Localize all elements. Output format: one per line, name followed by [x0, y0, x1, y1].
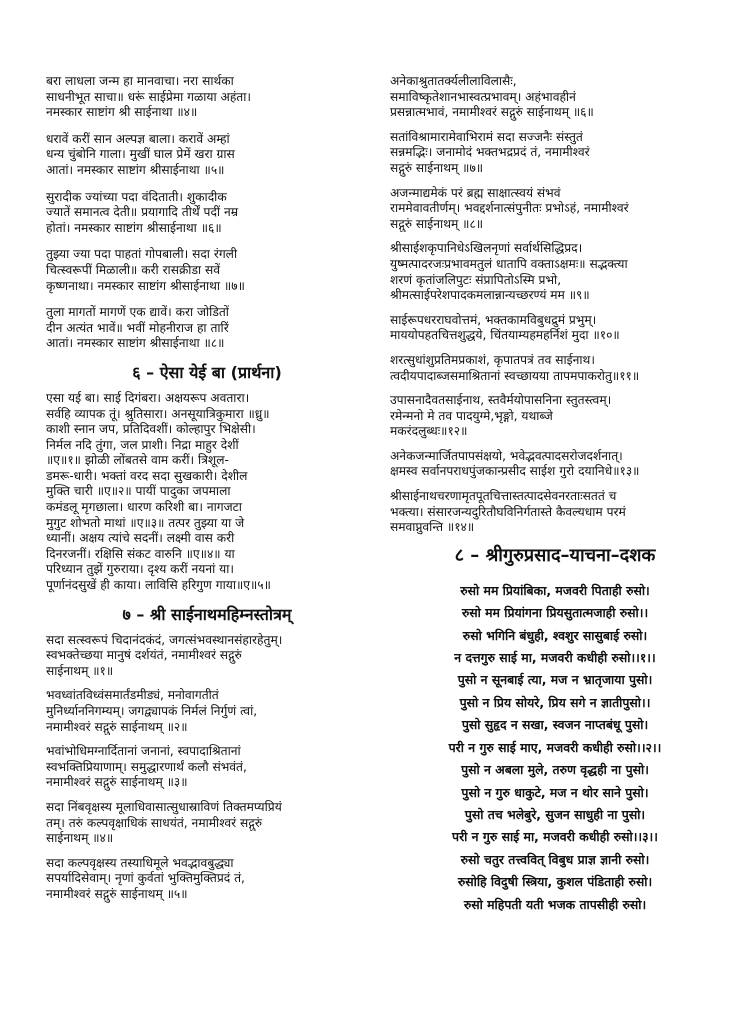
verse-line: ज्यातें समानत्व देती॥ प्रयागादि तीर्थें पदीं नम्र	[46, 205, 239, 220]
verse-line: धरावें करीं सान अल्पज्ञ बाला। करावें अम्हां	[46, 131, 230, 146]
stotra-verse-7	[390, 130, 720, 177]
verse-line: मुनिर्ध्याननिगम्यम्। जगद्व्यापकं निर्मलं निर्गुणं त्वां,	[46, 704, 258, 718]
stotra-verse-13	[390, 449, 720, 480]
dashak-line: पुसो न अबला मुले, तरुण वृद्धही ना पुसो।	[461, 762, 649, 778]
dashak-line: परी न गुरु साई मा, मजवरी कधीही रुसो।।३।।	[452, 829, 658, 845]
stotra-verse-8	[390, 186, 720, 233]
verse-line: शरणं कृतांजलिपुटः संप्रापितोऽस्मि प्रभो,	[390, 272, 562, 287]
prayer-line: काशी स्नान जप, प्रतिदिवशीं। कोल्हापुर भिक्षेसी।	[46, 422, 256, 437]
verse-line: दीन अत्यंत भावें॥ भवीं मोहनीराज हा तारिं	[46, 320, 229, 335]
dashak-line: रुसो मम प्रियांबिका, मजवरी पिताही रुसो।	[460, 582, 650, 598]
stotra-verse-11	[390, 353, 720, 384]
prayer-line: मुक्ति चारी ॥ए॥२॥ पायीं पादुका जपमाला	[46, 484, 231, 499]
verse-line: सदा कल्पवृक्षस्य तस्याधिमूले भवद्भावबुद्ध्या	[46, 855, 234, 870]
dashak-line: रुसो चतुर तत्त्ववित् विबुध प्राज्ञ ज्ञानी रुसो।	[460, 851, 650, 867]
dashak-line: पुसो सुहृद न सखा, स्वजन नाप्तबंधू पुसो।	[461, 717, 649, 733]
verse-line: समाविष्कृतेशानभास्वत्प्रभावम्। अहंभावहीनं	[390, 89, 576, 104]
verse-line: साईनाथम् ॥४॥	[46, 831, 114, 846]
stotra-verse-1	[46, 633, 368, 680]
intro-stanza-3	[46, 190, 368, 237]
stotra-verse-10	[390, 313, 720, 344]
verse-line: अनेकजन्मार्जितपापसंक्षयो, भवेद्भवत्पादसरोजदर्शनात्।	[390, 448, 623, 463]
intro-stanza-1	[46, 74, 368, 121]
verse-line: सतांविश्रामारामेवाभिरामं सदा सज्जनैः संस्तुतं	[390, 129, 583, 144]
prayer-line: परिध्यान तुझें गुरुराया। दृश्य करीं नयनां या।	[46, 562, 234, 577]
verse-line: चित्स्वरूपीं मिळाली॥ करी रासक्रीडा सवें	[46, 262, 221, 277]
verse-line: भवध्वांतविध्वंसमार्तंडमीड्यं, मनोवागतीतं	[46, 688, 219, 703]
stotra-verse-12	[390, 393, 720, 440]
verse-line: सदा निंबवृक्षस्य मूलाधिवासात्सुधास्राविणं तिक्तमप्यप्रियं	[46, 799, 282, 814]
dashak-line: पुसो न प्रिय सोयरे, प्रिय सगे न ज्ञातीपुसो।।	[459, 694, 651, 710]
prayer-line: एसा यई बा। साई दिगंबरा। अक्षयरूप अवतारा।	[46, 390, 250, 405]
prayer-heading: ६ – ऐसा येई बा (प्रार्थना)	[132, 362, 282, 382]
verse-line: स्वभक्तिप्रियाणाम्। समुद्धारणार्थं कलौ संभवंतं,	[46, 759, 247, 774]
verse-line: समवाप्नुवन्ति ॥१४॥	[390, 520, 475, 535]
verse-line: अनेकाश्रुतातर्क्यलीलाविलासैः,	[390, 74, 517, 88]
verse-line: सदा सत्स्वरूपं चिदानंदकंदं, जगत्संभवस्थानसंहारहेतुम्।	[46, 632, 283, 647]
dashak-list	[390, 580, 720, 916]
stotra-verse-3	[46, 744, 368, 791]
verse-line: साधनीभूत साचा॥ धरूं साईप्रेमा गळाया अहंता।	[46, 89, 252, 104]
verse-line: श्रीसाईशकृपानिधेऽखिलनृणां सर्वार्थसिद्धिप्रद।	[390, 241, 583, 256]
verse-line: रमेन्मनो मे तव पादयुग्मे,भृङ्गो, यथाब्जे	[390, 408, 553, 423]
verse-line: माययोपहतचित्तशुद्धये, चिंतयाम्यहमहर्निशं मुदा ॥१०॥	[390, 328, 620, 343]
verse-line: मकरंदलुब्धः॥१२॥	[390, 424, 468, 439]
dashak-line: रुसो महिपती यती भजक तापसीही रुसो।	[463, 896, 647, 912]
verse-line: स्वभक्तेच्छया मानुषं दर्शयंतं, नमामीश्वरं सद्गुरुं	[46, 648, 242, 663]
verse-line: राममेवावतीर्णम्। भवद्दर्शनात्संपुनीतः प्रभोऽहं, नमामीश्वरं	[390, 201, 629, 216]
verse-line: भवांभोधिमग्नार्दितानां जनानां, स्वपादाश्रितानां	[46, 744, 241, 759]
verse-line: क्षमस्व सर्वानपराधपुंजकान्प्रसीद साईश गुरो दयानिधे॥१३॥	[390, 464, 640, 479]
stotra-heading: ७ – श्री साईनाथमहिम्नस्तोत्रम्	[122, 604, 292, 624]
verse-line: तुझ्या ज्या पदा पाहतां गोपबाली। सदा रंगली	[46, 247, 238, 262]
verse-line: श्रीमत्साईपरेशपादकमलान्नान्यच्छरण्यं मम ॥९॥	[390, 288, 590, 303]
verse-line: उपासनादैवतसाईनाथ, स्तवैर्मयोपासनिना स्तुतस्त्वम्।	[390, 393, 612, 408]
verse-line: साईरूपधरराघवोत्तमं, भक्तकामविबुधद्रुमं प्रभुम्।	[390, 312, 597, 327]
prayer-line: पूर्णानंदसुखें ही काया। लाविसि हरिगुण गाया॥ए॥५॥	[46, 578, 271, 593]
verse-line: नमस्कार साष्टांग श्री साईनाथा ॥४॥	[46, 105, 198, 120]
verse-line: साईनाथम् ॥१॥	[46, 663, 114, 678]
verse-line: युष्मत्पादरजःप्रभावमतुलं धातापि वक्ताऽक्षमः॥ सद्भक्त्या	[390, 256, 628, 271]
verse-line: अजन्माद्यमेकं परं ब्रह्म साक्षात्स्वयं संभवं	[390, 185, 561, 200]
verse-line: धन्य चुंबोनि गाला। मुखीं घाल प्रेमें खरा ग्रास	[46, 147, 235, 162]
verse-line: तुला मागतों मागणें एक द्यावें। करा जोडितों	[46, 305, 229, 320]
dashak-line: न दत्तगुरु साई मा, मजवरी कधीही रुसो।।१।।	[454, 650, 656, 666]
dashak-line: रुसो भगिनि बंधुही, श्वशुर सासुबाई रुसो।	[462, 627, 648, 643]
verse-line: शरत्सुधांशुप्रतिमप्रकाशं, कृपातपत्रं तव साईनाथ।	[390, 352, 595, 367]
dashak-line: पुसो न सूनबाई त्या, मज न भ्रातृजाया पुसो।	[457, 672, 653, 688]
prayer-line: ॥ए॥१॥ झोळी लोंबतसे वाम करीं। त्रिशूल-	[46, 453, 229, 468]
dashak-line: रुसो मम प्रियांगना प्रियसुतात्मजाही रुसो।।	[461, 605, 649, 621]
verse-line: त्वदीयपादाब्जसमाश्रितानां स्वच्छायया तापमपाकरोतु॥११॥	[390, 368, 640, 383]
verse-line: सपर्यादिसेवाम्। नृणां कुर्वतां भुक्तिमुक्तिप्रदं तं,	[46, 871, 245, 886]
verse-line: आतां। नमस्कार साष्टांग श्रीसाईनाथा ॥८॥	[46, 336, 225, 351]
verse-line: बरा लाधला जन्म हा मानवाचा। नरा सार्थका	[46, 74, 234, 88]
prayer-line: निर्मल नदि तुंगा, जल प्राशी। निद्रा माहुर देशीं	[46, 437, 239, 452]
right-column	[390, 74, 720, 916]
dashak-line: पुसो न गुरु धाकुटे, मज न थोर साने पुसो।	[461, 784, 649, 800]
verse-line: श्रीसाईनाथचरणामृतपूतचित्तास्तत्पादसेवनरताःसततं च	[390, 489, 617, 504]
verse-line: सन्नमद्भिः। जनामोदं भक्तभद्रप्रदं तं, नमामीश्वरं	[390, 145, 590, 160]
verse-line: आतां। नमस्कार साष्टांग श्रीसाईनाथा ॥५॥	[46, 162, 225, 177]
verse-line: सद्गुरुं साईनाथम् ॥७॥	[390, 160, 484, 175]
prayer-line: कमंडलू मृगछाला। धारण करिशी बा। नागजटा	[46, 500, 242, 515]
stotra-verse-5	[46, 856, 368, 903]
prayer-line: सर्वहि व्यापक तूं। श्रुतिसारा। अनसूयात्रिकुमारा ॥ध्रु॥	[46, 406, 270, 421]
prayer-line: मुगुट शोभतो माथां ॥ए॥३॥ तत्पर तुझ्या या जे	[46, 515, 245, 530]
verse-line: नमामीश्वरं सद्गुरुं साईनाथम् ॥५॥	[46, 886, 188, 901]
intro-stanza-5	[46, 305, 368, 352]
stotra-verse-4	[46, 800, 368, 847]
verse-line: सुरादीक ज्यांच्या पदा वंदिताती। शुकादीक	[46, 189, 227, 204]
verse-line: होतां। नमस्कार साष्टांग श्रीसाईनाथा ॥६॥	[46, 220, 222, 235]
dashak-line: परी न गुरु साई माए, मजवरी कधीही रुसो।।२।।	[448, 739, 662, 755]
stotra-verse-6	[390, 74, 720, 121]
verse-line: सद्गुरुं साईनाथम् ॥८॥	[390, 216, 484, 231]
dashak-heading: ८ – श्रीगुरुप्रसाद–याचना–दशक	[454, 544, 656, 566]
verse-line: प्रसन्नात्मभावं, नमामीश्वरं सद्गुरुं साईनाथम् ॥६॥	[390, 105, 594, 120]
stotra-verse-9	[390, 241, 720, 303]
stotra-verse-2	[46, 688, 368, 735]
dashak-line: पुसो तच भलेबुरे, सुजन साधुही ना पुसो।	[464, 806, 646, 822]
verse-line: भक्त्या। संसारजन्यदुरितौघविनिर्गतास्ते कैवल्यधाम परमं	[390, 504, 626, 519]
verse-line: कृष्णनाथा। नमस्कार साष्टांग श्रीसाईनाथा ॥७॥	[46, 278, 245, 293]
stotra-verse-14	[390, 489, 720, 536]
verse-line: नमामीश्वरं सद्गुरुं साईनाथम् ॥३॥	[46, 775, 188, 790]
prayer-line: डमरू-धारी। भक्तां वरद सदा सुखकारी। देशील	[46, 468, 248, 483]
prayer-line: दिनरजनीं। रक्षिसि संकट वारुनि ॥ए॥४॥ या	[46, 546, 235, 561]
intro-stanza-4	[46, 247, 368, 294]
prayer-text	[46, 391, 368, 594]
left-column	[46, 74, 368, 912]
dashak-line: रुसोहि विदुषी स्त्रिया, कुशल पंडिताही रुसो।	[457, 874, 653, 890]
prayer-line: ध्यानीं। अक्षय त्यांचे सदनीं। लक्ष्मी वास करी	[46, 531, 235, 546]
verse-line: तम्। तरुं कल्पवृक्षाधिकं साधयंतं, नमामीश्वरं सद्गुरुं	[46, 815, 263, 830]
verse-line: नमामीश्वरं सद्गुरुं साईनाथम् ॥२॥	[46, 719, 188, 734]
intro-stanza-2	[46, 132, 368, 179]
